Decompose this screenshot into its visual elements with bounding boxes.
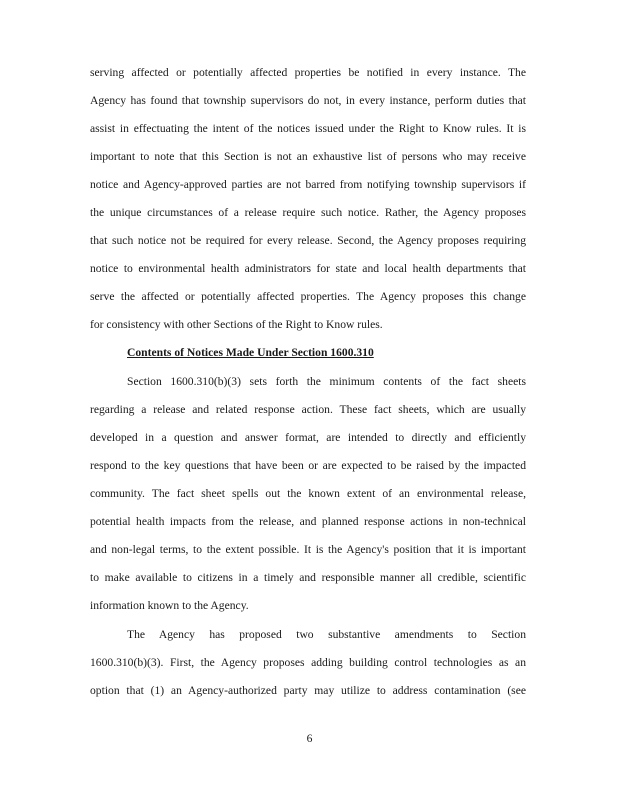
paragraph-line: serve the affected or potentially affected properties. The Agency proposes this change (90, 290, 526, 303)
paragraph-line: the unique circumstances of a release require such notice. Rather, the Agency proposes (90, 206, 526, 219)
paragraph-line: to make available to citizens in a timely and responsible manner all credible, scientific (90, 571, 526, 584)
paragraph-line: The Agency has proposed two substantive amendments to Section (127, 628, 526, 641)
paragraph-line: information known to the Agency. (90, 599, 249, 612)
section-heading: Contents of Notices Made Under Section 1600.310 (127, 346, 374, 359)
page-number: 6 (306, 732, 313, 745)
paragraph-line: serving affected or potentially affected properties be notified in every instance. The (90, 66, 526, 79)
paragraph-line: regarding a release and related response action. These fact sheets, which are usually (90, 403, 526, 416)
paragraph-line: and non-legal terms, to the extent possible. It is the Agency's position that it is important (90, 543, 526, 556)
paragraph-line: assist in effectuating the intent of the notices issued under the Right to Know rules. It is (90, 122, 526, 135)
paragraph-line: Agency has found that township supervisors do not, in every instance, perform duties that (90, 94, 526, 107)
paragraph-line: important to note that this Section is not an exhaustive list of persons who may receive (90, 150, 526, 163)
paragraph-line: notice to environmental health administrators for state and local health departments that (90, 262, 526, 275)
paragraph-line: developed in a question and answer format, are intended to directly and efficiently (90, 431, 526, 444)
paragraph-line: for consistency with other Sections of the Right to Know rules. (90, 318, 383, 331)
paragraph-line: option that (1) an Agency-authorized party may utilize to address contamination (see (90, 684, 526, 697)
paragraph-line: 1600.310(b)(3). First, the Agency proposes adding building control technologies as an (90, 656, 526, 669)
paragraph-line: community. The fact sheet spells out the known extent of an environmental release, (90, 487, 526, 500)
paragraph-line: potential health impacts from the release, and planned response actions in non-technical (90, 515, 526, 528)
paragraph-line: that such notice not be required for every release. Second, the Agency proposes requiring (90, 234, 526, 247)
paragraph-line: notice and Agency-approved parties are not barred from notifying township supervisors if (90, 178, 526, 191)
paragraph-line: respond to the key questions that have been or are expected to be raised by the impacted (90, 459, 526, 472)
paragraph-line: Section 1600.310(b)(3) sets forth the minimum contents of the fact sheets (127, 375, 526, 388)
